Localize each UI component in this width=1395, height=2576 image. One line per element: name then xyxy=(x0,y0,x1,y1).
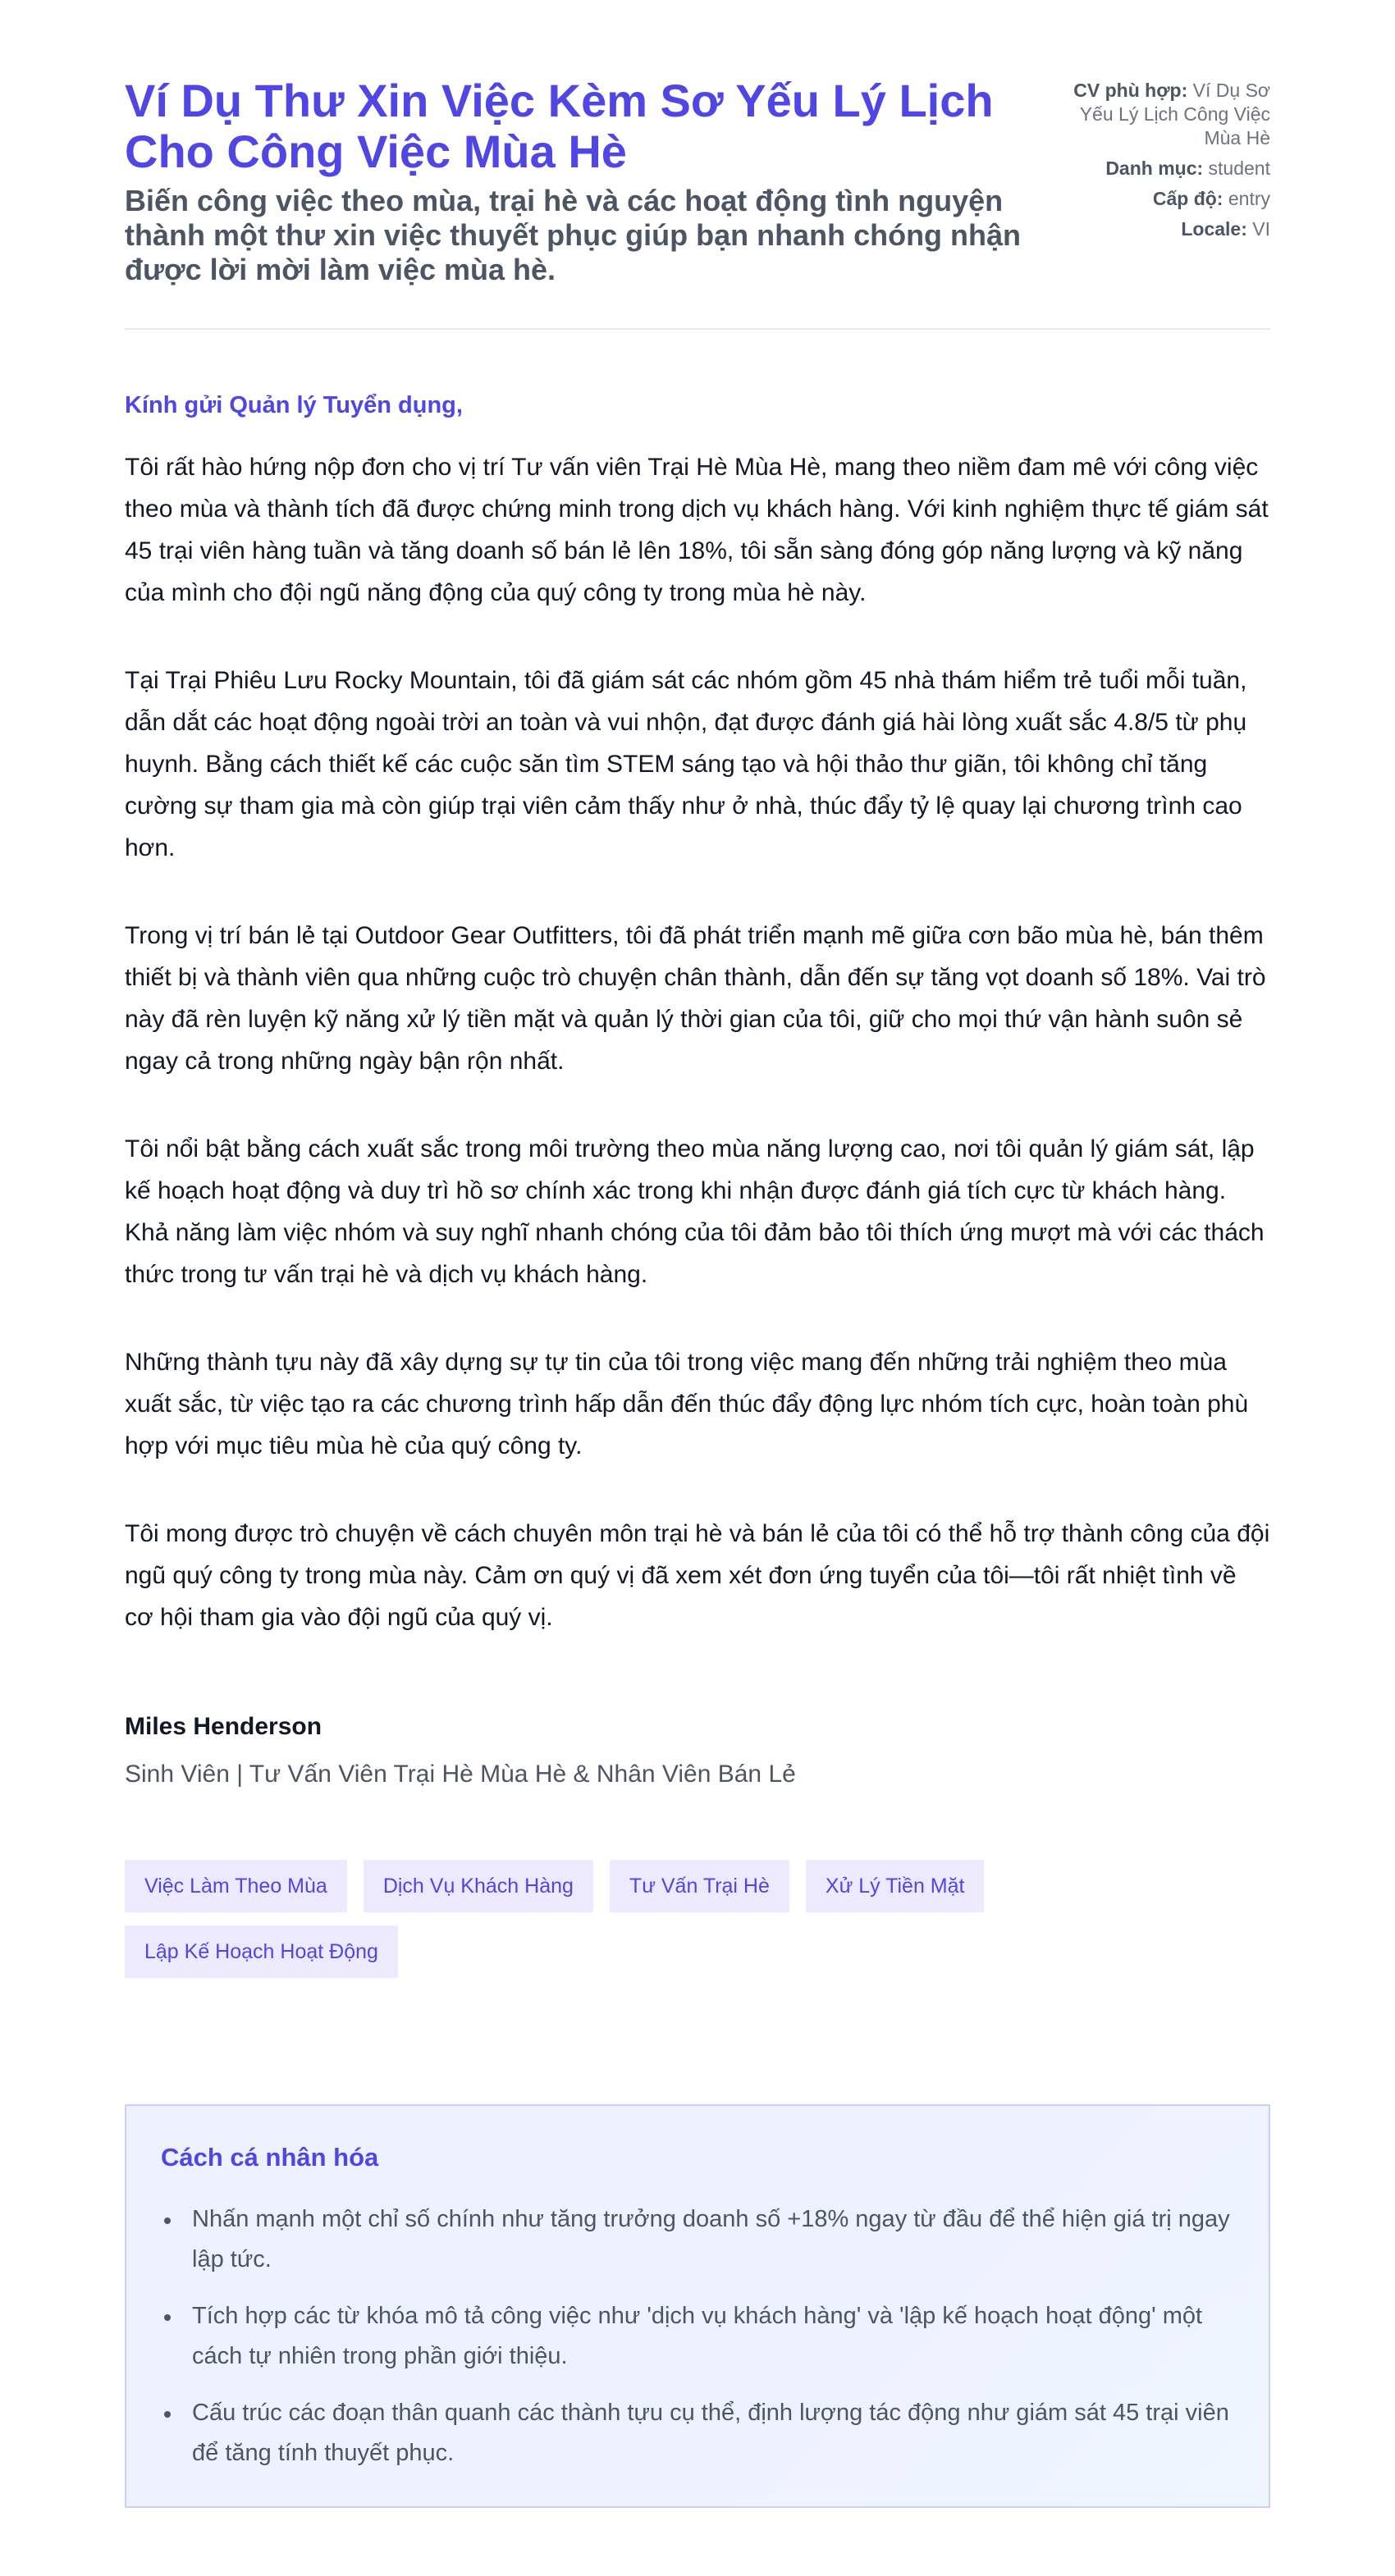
meta-cv xyxy=(1057,79,1270,150)
meta-locale xyxy=(1057,217,1270,241)
tip-item: Cấu trúc các đoạn thân quanh các thành tựu cụ thể, định lượng tác động như giám sát 45 trại viên để tăng tính thuyết phục. xyxy=(161,2393,1236,2473)
header xyxy=(125,0,1270,287)
tag-list xyxy=(125,1860,1270,1991)
tag-cash-handling[interactable]: Xử Lý Tiền Mặt xyxy=(806,1860,985,1912)
letter-paragraph: Tôi mong được trò chuyện về cách chuyên môn trại hè và bán lẻ của tôi có thể hỗ trợ thành công của đội ngũ quý công ty trong mùa này. Cảm ơn quý vị đã xem xét đơn ứng tuyển của tôi—tôi rất nhiệt tình về cơ hội tham gia vào đội ngũ của quý vị. xyxy=(125,1520,1270,1631)
meta-category-value: student xyxy=(1208,158,1270,179)
letter-paragraph: Tôi rất hào hứng nộp đơn cho vị trí Tư vấn viên Trại Hè Mùa Hè, mang theo niềm đam mê với công việc theo mùa và thành tích đã được chứng minh trong dịch vụ khách hàng. Với kinh nghiệm thực tế giám sát 45 trại viên hàng tuần và tăng doanh số bán lẻ lên 18%, tôi sẵn sàng đóng góp năng lượng và kỹ năng của mình cho đội ngũ năng động của quý công ty trong mùa hè này. xyxy=(125,454,1269,606)
meta-locale-label: Locale: xyxy=(1181,218,1247,240)
meta-cv-value: Ví Dụ Sơ Yếu Lý Lịch Công Việc Mùa Hè xyxy=(1079,80,1270,148)
tag-camp-counseling[interactable]: Tư Vấn Trại Hè xyxy=(610,1860,789,1912)
signature-role: Sinh Viên | Tư Vấn Viên Trại Hè Mùa Hè & Nhân Viên Bán Lẻ xyxy=(125,1761,796,1788)
letter-greeting: Kính gửi Quản lý Tuyển dụng, xyxy=(125,392,463,418)
tag-seasonal-work[interactable]: Việc Làm Theo Mùa xyxy=(125,1860,347,1912)
meta-category xyxy=(1057,157,1270,180)
meta-cv-label: CV phù hợp: xyxy=(1073,80,1188,101)
meta-panel xyxy=(1057,79,1270,287)
tip-item: Tích hợp các từ khóa mô tả công việc như 'dịch vụ khách hàng' và 'lập kế hoạch hoạt động' một cách tự nhiên trong phần giới thiệu. xyxy=(161,2296,1236,2377)
letter-paragraph: Những thành tựu này đã xây dựng sự tự tin của tôi trong việc mang đến những trải nghiệm theo mùa xuất sắc, từ việc tạo ra các chương trình hấp dẫn đến thúc đẩy động lực nhóm tích cực, hoàn toàn phù hợp với mục tiêu mùa hè của quý công ty. xyxy=(125,1349,1249,1459)
header-left xyxy=(125,75,1036,287)
tag-customer-service[interactable]: Dịch Vụ Khách Hàng xyxy=(364,1860,593,1912)
letter-paragraph: Tôi nổi bật bằng cách xuất sắc trong môi trường theo mùa năng lượng cao, nơi tôi quản lý giám sát, lập kế hoạch hoạt động và duy trì hồ sơ chính xác trong khi nhận được đánh giá tích cực từ khách hàng. Khả năng làm việc nhóm và suy nghĩ nhanh chóng của tôi đảm bảo tôi thích ứng mượt mà với các thách thức trong tư vấn trại hè và dịch vụ khách hàng. xyxy=(125,1135,1265,1288)
tip-item: Nhấn mạnh một chỉ số chính như tăng trưởng doanh số +18% ngay từ đầu để thể hiện giá trị ngay lập tức. xyxy=(161,2199,1236,2280)
meta-level-value: entry xyxy=(1228,188,1270,209)
letter-paragraph: Trong vị trí bán lẻ tại Outdoor Gear Outfitters, tôi đã phát triển mạnh mẽ giữa cơn bão mùa hè, bán thêm thiết bị và thành viên qua những cuộc trò chuyện chân thành, dẫn đến sự tăng vọt doanh số 18%. Vai trò này đã rèn luyện kỹ năng xử lý tiền mặt và quản lý thời gian của tôi, giữ cho mọi thứ vận hành suôn sẻ ngay cả trong những ngày bận rộn nhất. xyxy=(125,922,1266,1075)
tips-list xyxy=(161,2199,1236,2473)
meta-category-label: Danh mục: xyxy=(1105,158,1204,179)
meta-locale-value: VI xyxy=(1252,218,1270,240)
meta-level xyxy=(1057,187,1270,211)
letter-body xyxy=(125,389,1270,1791)
signature xyxy=(125,1710,1270,1791)
signature-name: Miles Henderson xyxy=(125,1713,322,1740)
personalization-tips xyxy=(125,2104,1270,2508)
tag-activity-planning[interactable]: Lập Kế Hoạch Hoạt Động xyxy=(125,1925,398,1978)
letter-paragraph: Tại Trại Phiêu Lưu Rocky Mountain, tôi đã giám sát các nhóm gồm 45 nhà thám hiểm trẻ tuổi mỗi tuần, dẫn dắt các hoạt động ngoài trời an toàn và vui nhộn, đạt được đánh giá hài lòng xuất sắc 4.8/5 từ phụ huynh. Bằng cách thiết kế các cuộc săn tìm STEM sáng tạo và hội thảo thư giãn, tôi không chỉ tăng cường sự tham gia mà còn giúp trại viên cảm thấy như ở nhà, thúc đẩy tỷ lệ quay lại chương trình cao hơn. xyxy=(125,667,1247,861)
page-title: Ví Dụ Thư Xin Việc Kèm Sơ Yếu Lý Lịch Cho Công Việc Mùa Hè xyxy=(125,75,994,177)
meta-level-label: Cấp độ: xyxy=(1152,188,1223,209)
page-subtitle: Biến công việc theo mùa, trại hè và các hoạt động tình nguyện thành một thư xin việc thuyết phục giúp bạn nhanh chóng nhận được lời mời làm việc mùa hè. xyxy=(125,184,1022,286)
header-divider xyxy=(125,328,1270,330)
tips-title: Cách cá nhân hóa xyxy=(161,2143,379,2172)
